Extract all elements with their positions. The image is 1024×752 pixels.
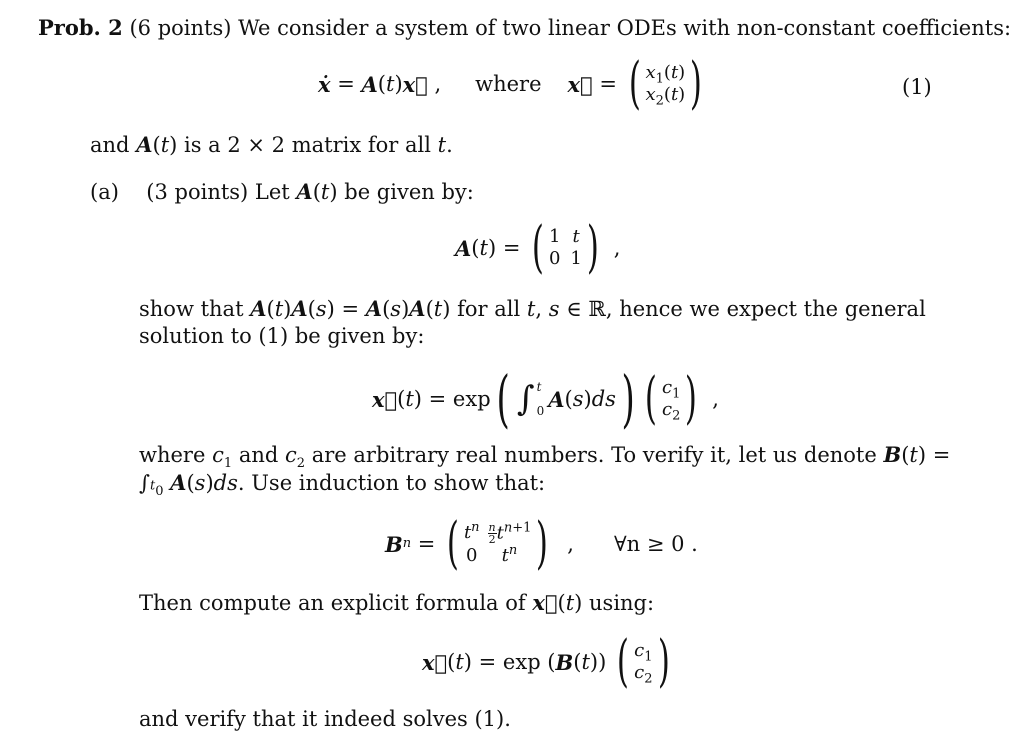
- part-a-intro: (a) (3 points) Let A(t) be given by:: [90, 179, 474, 204]
- problem-header: [38, 15, 1011, 41]
- explicit-formula-line: Then compute an explicit formula of x⃗(t) using:: [139, 590, 655, 615]
- commutation-line: show that A(t)A(s) = A(s)A(t) for all t, s ∈ ℝ, hence we expect the general: [139, 296, 926, 321]
- problem-label: Prob. 2: [38, 15, 123, 40]
- exp-B-equation: x⃗ ( t ) = exp ( B ( t )) ( $c_1$ $c_2$ ): [422, 629, 670, 694]
- part-a-label: (a): [90, 180, 119, 204]
- general-solution-equation: x⃗ ( t ) = exp ( ∫ t 0 A ( s ) ds ) ( $c_1$ $c_2$ ) ,: [372, 362, 719, 435]
- equation-1-number: (1): [902, 75, 932, 99]
- forall-n: ∀n ≥ 0 .: [613, 532, 698, 556]
- verify-line: and verify that it indeed solves (1).: [139, 707, 511, 731]
- matrix-size-line: and A(t) is a 2 × 2 matrix for all t.: [90, 132, 453, 157]
- problem-intro: (6 points) We consider a system of two linear ODEs with non-constant coefficients:: [129, 16, 1012, 40]
- B-power-equation: B n = ( $t^n$ $\frac{n}{2}$ $t^{n+1}$ 0 $t^n$ ) , ∀n ≥ 0 .: [385, 511, 698, 576]
- constants-line: where $c_1$ and $c_2$ are arbitrary real numbers. To verify it, let us denote B(t) =: [139, 442, 951, 472]
- where-text: where: [475, 72, 542, 96]
- equation-1: ẋ = A ( t ) x⃗ , where x⃗ = ( $x_1(t)$ $x_2(t)$ ): [318, 51, 703, 116]
- matrix-A-definition: A ( t ) = ( 1 t 0 1 ) ,: [455, 215, 621, 280]
- solution-intro-line: solution to (1) be given by:: [139, 324, 425, 348]
- B-definition-line: $\int_{^t0}$ A(s)ds. Use induction to show that:: [139, 470, 546, 500]
